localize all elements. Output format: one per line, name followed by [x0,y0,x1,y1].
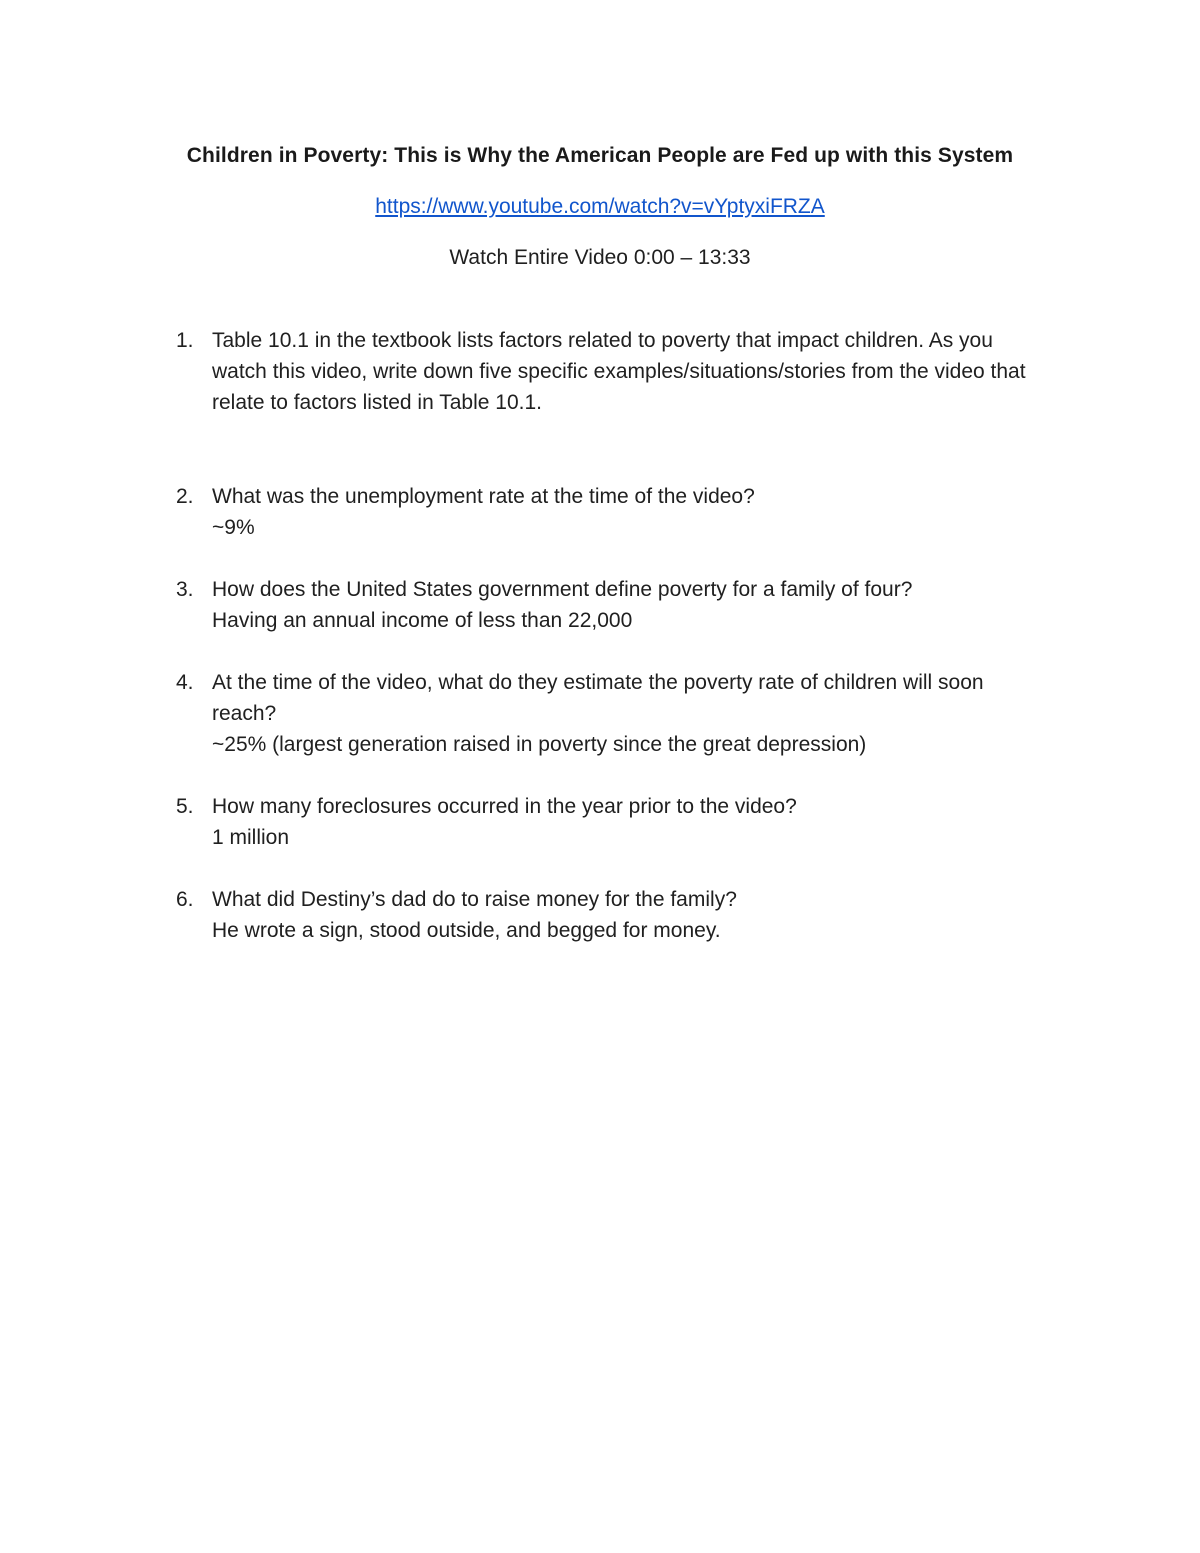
question-item [172,667,1052,760]
document-title: Children in Poverty: This is Why the American People are Fed up with this System [186,144,1014,167]
answer-text: ~25% (largest generation raised in poverty since the great depression) [212,733,867,756]
question-text: What was the unemployment rate at the time of the video? [212,485,755,508]
video-link[interactable]: https://www.youtube.com/watch?v=vYptyxiFRZA [375,195,825,218]
answer-text: Having an annual income of less than 22,000 [212,609,633,632]
question-item [172,574,1052,636]
question-text: Table 10.1 in the textbook lists factors related to poverty that impact children. As you watch this video, write down five specific examples/situations/stories from the video that relate to factors listed in Table 10.1. [212,329,1026,414]
question-item [172,325,1052,418]
question-item [172,481,1052,543]
video-link-line [0,194,1200,220]
question-number: 2. [176,485,194,508]
question-number: 5. [176,795,194,818]
question-number: 4. [176,671,194,694]
question-number: 6. [176,888,194,911]
question-text: What did Destiny’s dad do to raise money for the family? [212,888,737,911]
question-number: 3. [176,578,194,601]
question-text: How many foreclosures occurred in the year prior to the video? [212,795,797,818]
answer-text: ~9% [212,516,255,539]
watch-instructions: Watch Entire Video 0:00 – 13:33 [449,246,751,269]
answer-text: 1 million [212,826,290,849]
question-item [172,884,1052,946]
question-item [172,791,1052,853]
answer-text: He wrote a sign, stood outside, and begged for money. [212,919,721,942]
question-list [172,325,1052,946]
question-text: How does the United States government define poverty for a family of four? [212,578,913,601]
question-text: At the time of the video, what do they estimate the poverty rate of children will soon reach? [212,671,984,725]
question-number: 1. [176,329,194,352]
